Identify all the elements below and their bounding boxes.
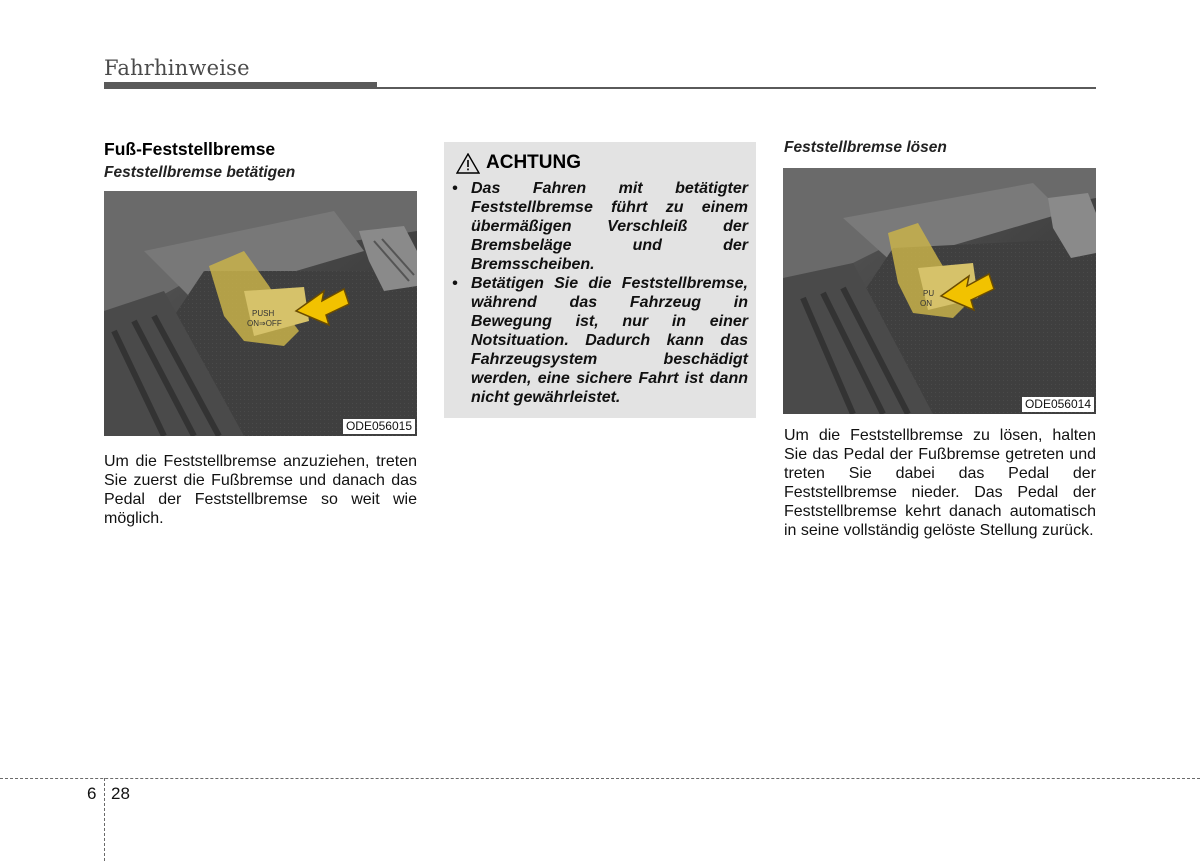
svg-text:ON: ON <box>920 299 932 308</box>
bullet: • <box>452 180 458 197</box>
footer-rule <box>0 778 1200 779</box>
body-apply: Um die Feststellbremse anzuziehen, treten Sie zuerst die Fußbremse und danach das Pedal der Feststellbremse so weit wie möglich. <box>104 453 417 527</box>
warning-triangle-icon <box>456 153 480 174</box>
section-title: Fuß-Feststellbremse <box>104 139 276 159</box>
caution-title: ACHTUNG <box>486 152 581 173</box>
caution-item-text: Betätigen Sie die Feststellbremse, während das Fahrzeug in Bewegung ist, nur in einer Notsituation. Dadurch kann das Fahrzeugsystem beschädigt werden, eine sichere Fahrt ist dann nicht gewährleistet. <box>471 275 748 406</box>
photo-apply-brake <box>104 191 417 436</box>
chapter-number: 6 <box>87 784 97 803</box>
caution-item-text: Das Fahren mit betätigter Feststellbremse führt zu einem übermäßigen Verschleiß der Bremsbeläge und der Bremsscheiben. <box>471 180 748 273</box>
subhead-apply: Feststellbremse betätigen <box>104 164 296 181</box>
svg-text:PU: PU <box>923 289 935 298</box>
caution-box <box>444 142 756 418</box>
page-number: 28 <box>111 784 130 803</box>
bullet: • <box>452 275 458 292</box>
image-code: ODE056015 <box>343 419 415 434</box>
svg-text:PUSH: PUSH <box>252 309 275 318</box>
header-rule-thick <box>104 82 377 89</box>
header-title: Fahrhinweise <box>104 56 250 80</box>
body-release: Um die Feststellbremse zu lösen, halten Sie das Pedal der Fußbremse getreten und treten Sie dabei das Pedal der Feststellbremse nieder. Das Pedal der Feststellbremse kehrt danach automatisch in seine vollständig gelöste Stellung zurück. <box>784 427 1096 539</box>
footer-divider <box>104 778 105 861</box>
image-code: ODE056014 <box>1022 397 1094 412</box>
caution-list <box>452 179 748 407</box>
caution-item <box>452 274 748 407</box>
header-rule-thin <box>377 87 1096 89</box>
photo-release-brake <box>783 168 1096 414</box>
caution-item <box>452 179 748 274</box>
subhead-release: Feststellbremse lösen <box>784 139 947 156</box>
svg-text:ON⇒OFF: ON⇒OFF <box>247 319 282 328</box>
